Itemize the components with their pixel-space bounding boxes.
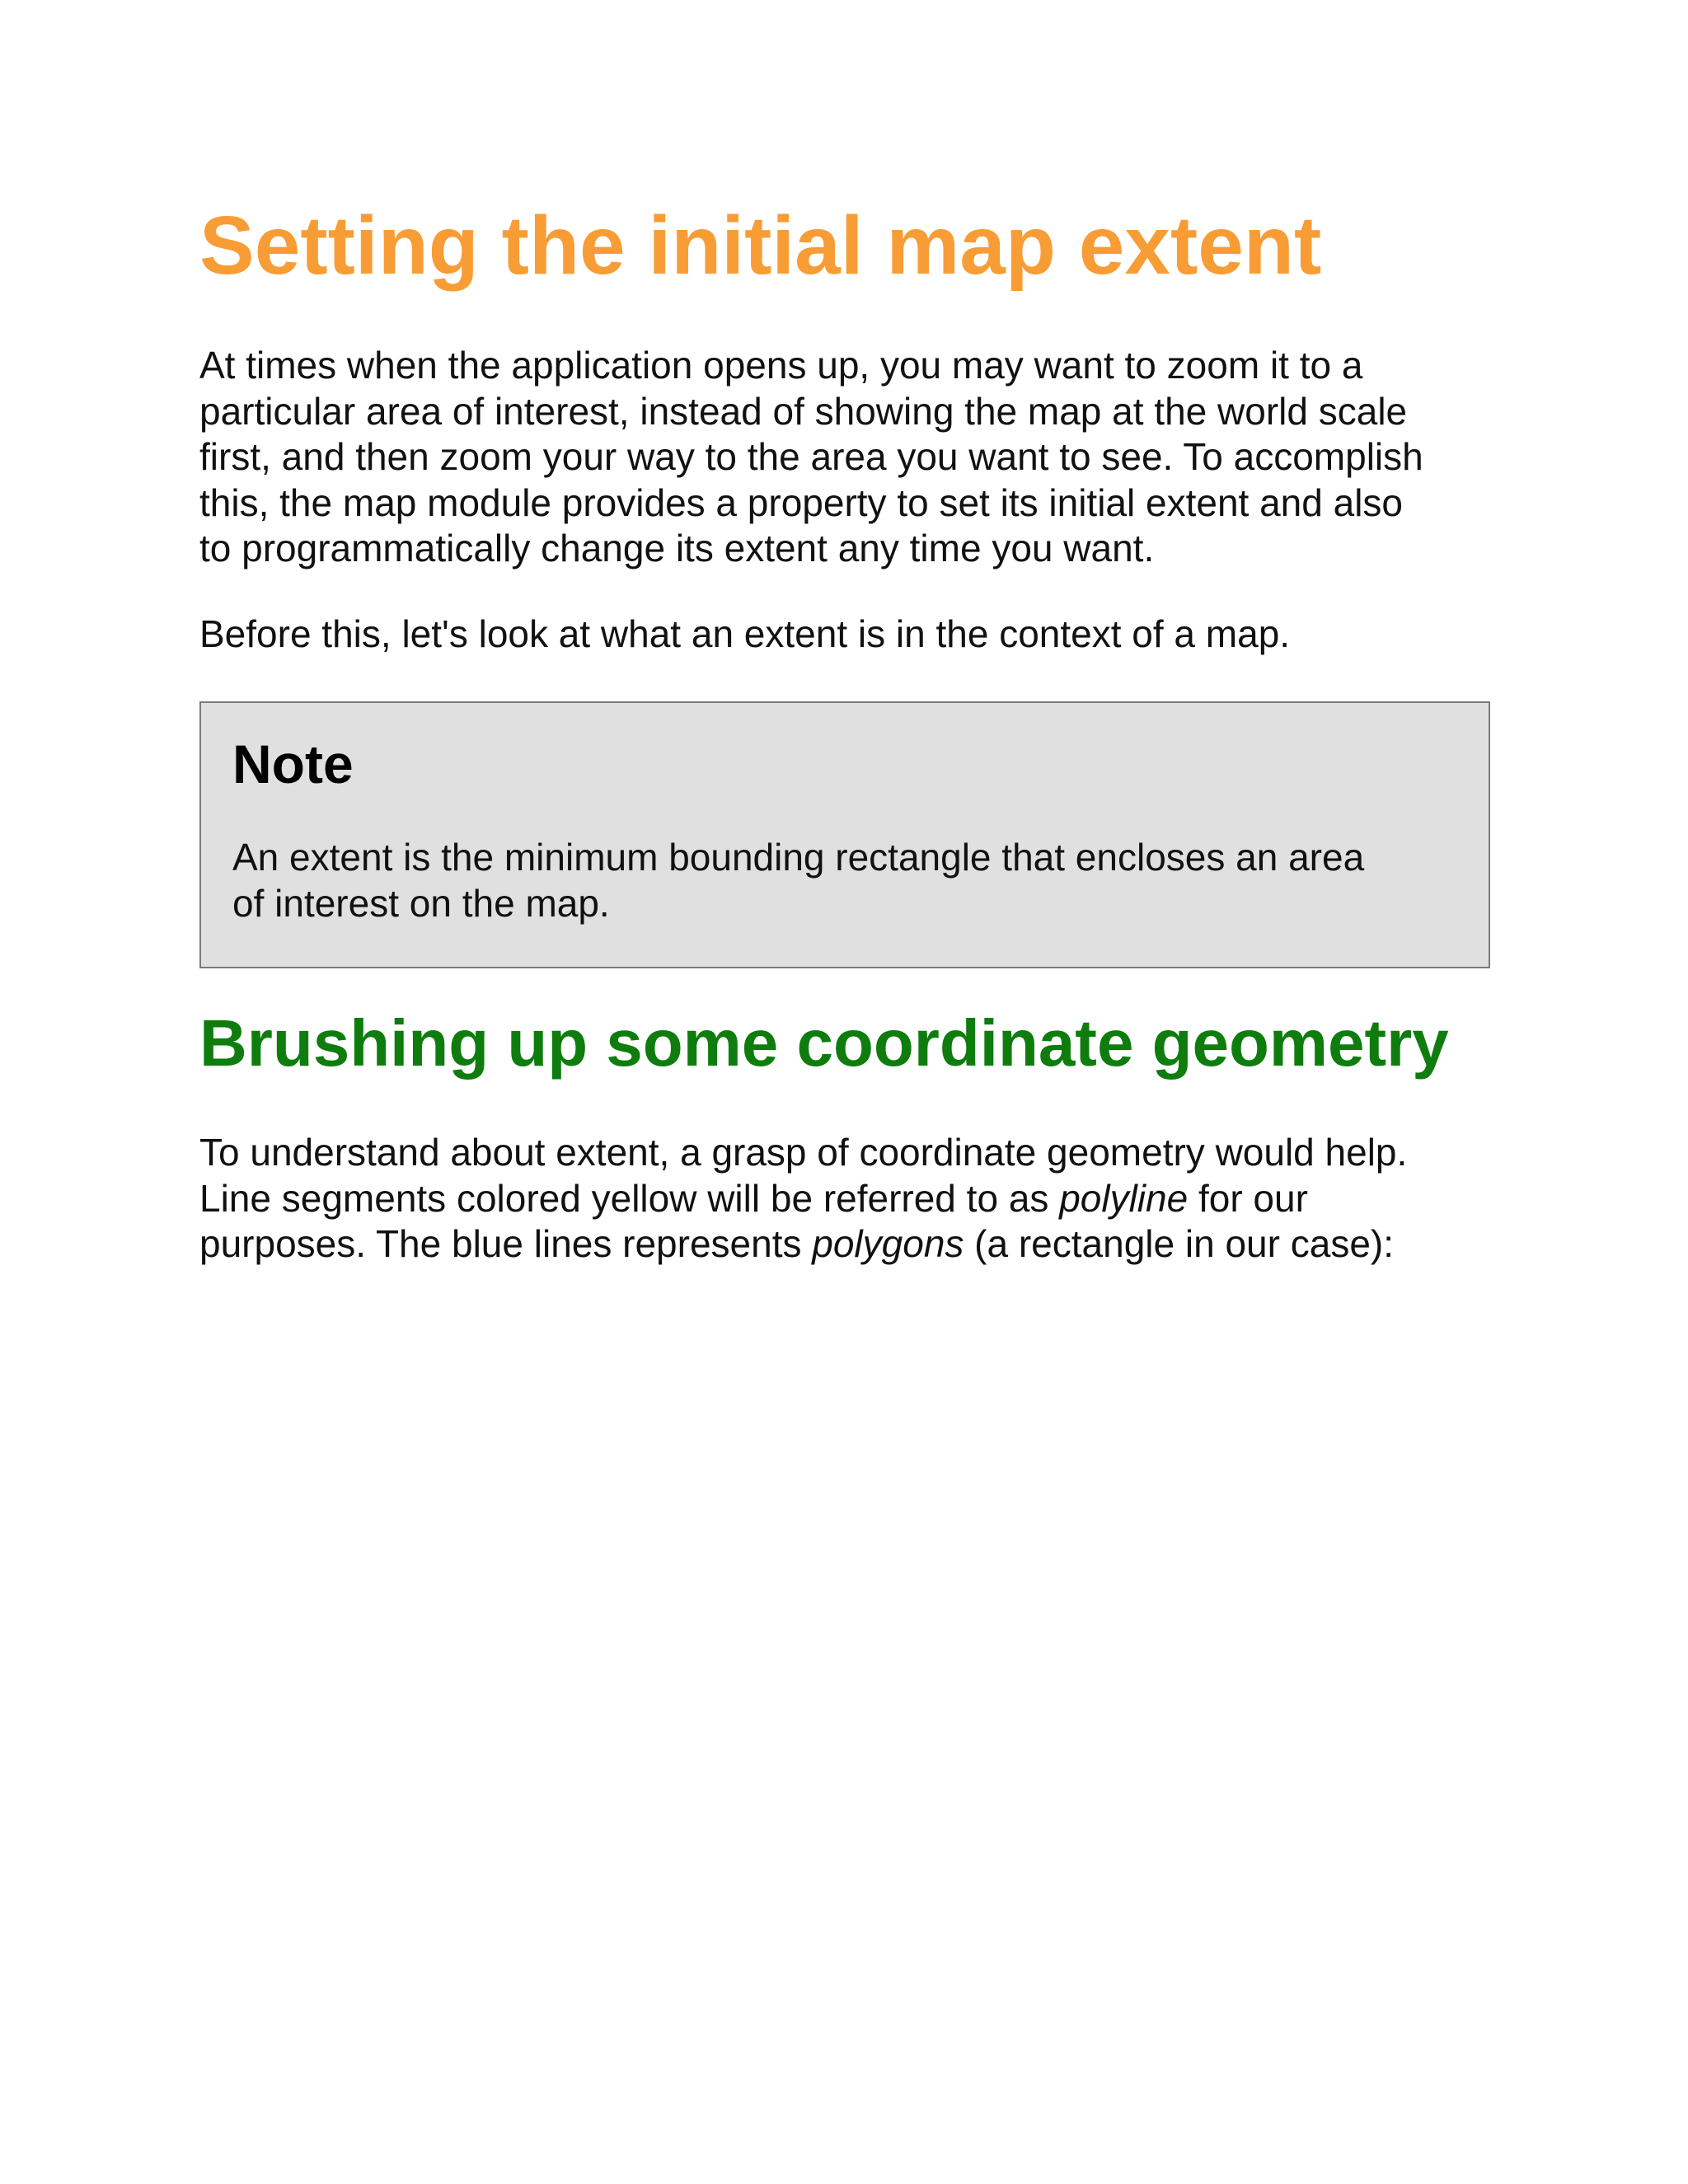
- polyline-term: polyline: [1059, 1176, 1189, 1220]
- intro-line: first, and then zoom your way to the area you want to see. To accomplish: [199, 435, 1423, 478]
- page-title: Setting the initial map extent: [199, 199, 1322, 292]
- note-text: [232, 835, 1364, 926]
- note-box: [199, 701, 1490, 968]
- section-line: [199, 1176, 1493, 1222]
- note-line: of interest on the map.: [232, 881, 610, 925]
- section-text: for our: [1188, 1176, 1308, 1220]
- section-line: To understand about extent, a grasp of coordinate geometry would help.: [199, 1131, 1408, 1174]
- section-text: (a rectangle in our case):: [964, 1222, 1394, 1265]
- lead-in-paragraph: Before this, let's look at what an extent is in the context of a map.: [199, 612, 1291, 655]
- intro-line: particular area of interest, instead of showing the map at the world scale: [199, 389, 1408, 433]
- intro-line: At times when the application opens up, you may want to zoom it to a: [199, 344, 1363, 387]
- intro-line: to programmatically change its extent any time you want.: [199, 527, 1155, 569]
- intro-paragraph: [199, 343, 1493, 572]
- intro-line: this, the map module provides a property to set its initial extent and also: [199, 480, 1404, 524]
- polygons-term: polygons: [812, 1222, 964, 1265]
- note-line: An extent is the minimum bounding rectangle that encloses an area: [232, 836, 1365, 879]
- section-text: Line segments colored yellow will be referred to as: [199, 1176, 1060, 1220]
- section-line: [199, 1221, 1493, 1268]
- section-heading: Brushing up some coordinate geometry: [199, 1006, 1449, 1080]
- section-paragraph: [199, 1130, 1493, 1268]
- note-heading: Note: [232, 733, 354, 794]
- section-text: purposes. The blue lines represents: [199, 1222, 813, 1265]
